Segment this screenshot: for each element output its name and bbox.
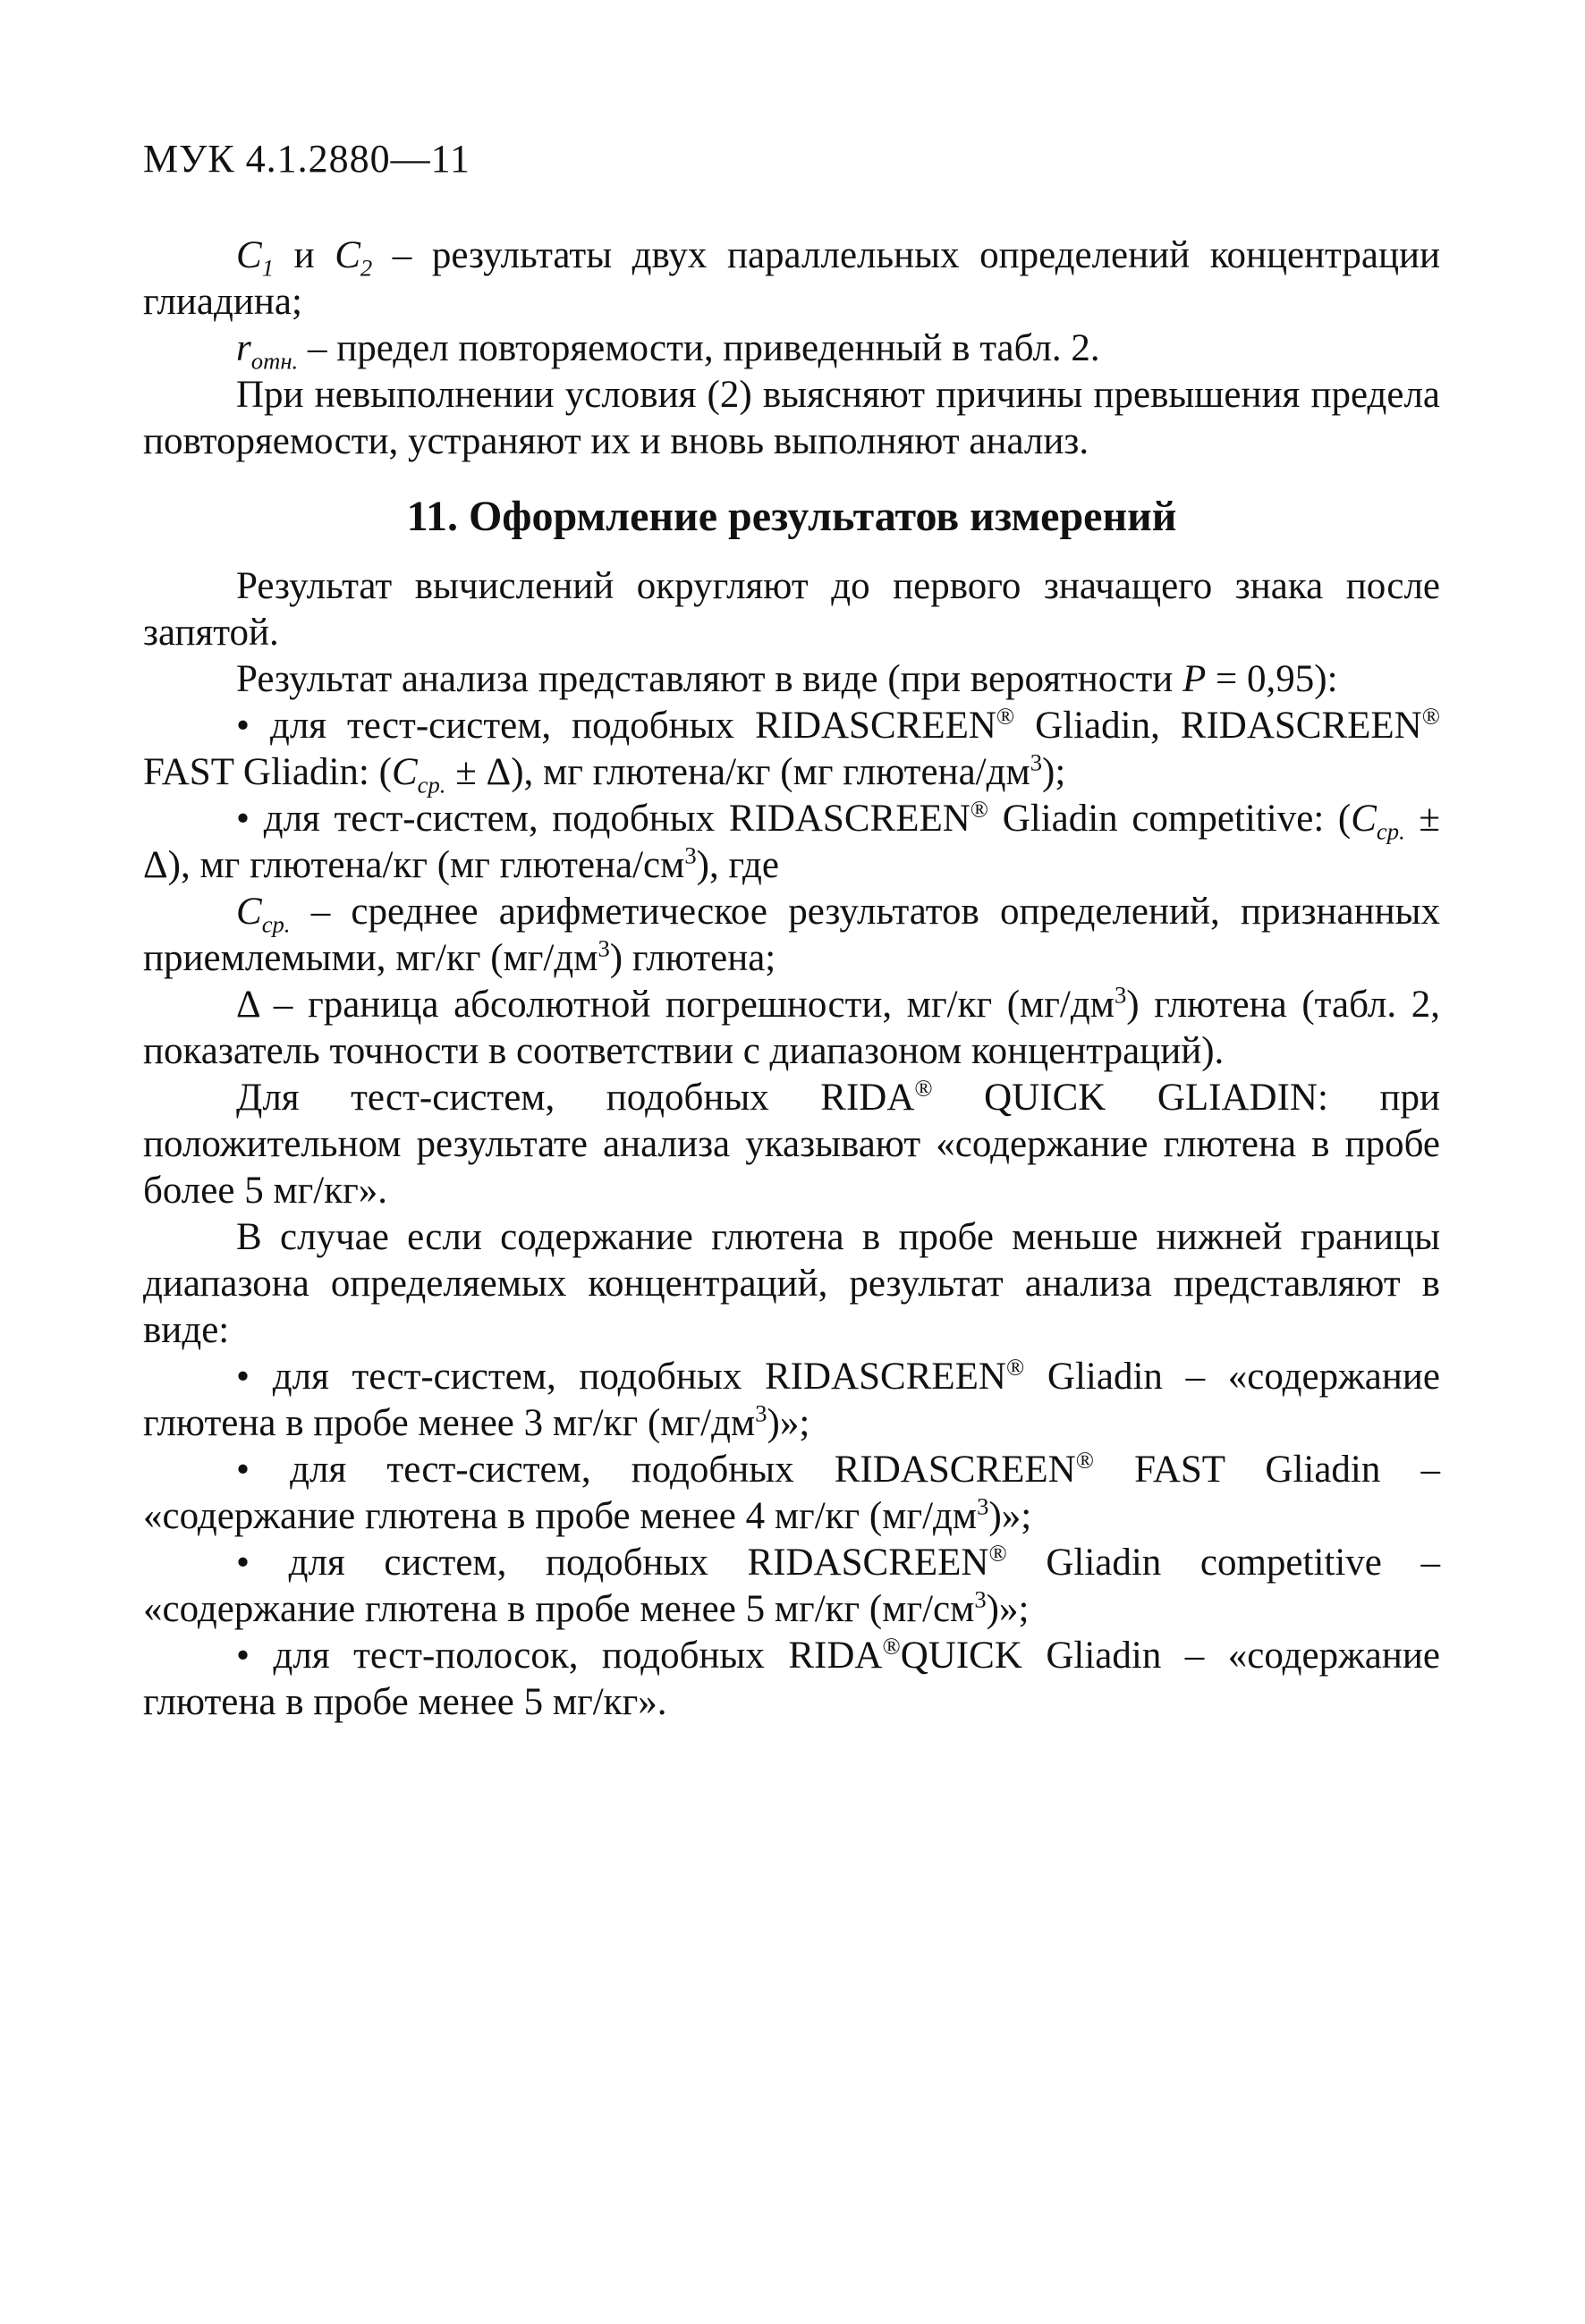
superscript: 3 bbox=[1114, 981, 1127, 1009]
text-run: • для тест-полосок, подобных RIDA bbox=[236, 1635, 883, 1677]
text-run: ± Δ), мг глютена/кг (мг глютена/дм bbox=[445, 751, 1030, 793]
registered-mark: ® bbox=[970, 795, 989, 823]
symbol-c: C bbox=[335, 234, 360, 276]
text-run: ) глютена; bbox=[609, 937, 776, 979]
subscript: отн. bbox=[250, 347, 299, 375]
text-run: ± Δ), мг глютена/кг (мг глютена/см bbox=[143, 798, 1440, 886]
superscript: 3 bbox=[1030, 748, 1043, 776]
symbol-c: C bbox=[236, 891, 262, 933]
bullet-item bbox=[143, 1447, 1440, 1540]
paragraph-rounding: Результат вычислений округляют до первого значащего знака после запятой. bbox=[143, 565, 1440, 654]
superscript: 3 bbox=[755, 1399, 767, 1427]
text-run: – предел повторяемости, приведенный в табл. 2. bbox=[298, 327, 1100, 369]
paragraph-quick-gliadin bbox=[143, 1075, 1440, 1214]
symbol-p: P bbox=[1182, 658, 1207, 700]
subscript: 2 bbox=[360, 254, 373, 282]
document-body bbox=[143, 232, 1440, 1726]
registered-mark: ® bbox=[882, 1632, 901, 1660]
text-run: Gliadin competitive: ( bbox=[988, 798, 1352, 840]
bullet-item bbox=[143, 1633, 1440, 1726]
symbol-c: C bbox=[391, 751, 418, 793]
text-run: Gliadin, RIDASCREEN bbox=[1014, 705, 1422, 747]
superscript: 3 bbox=[598, 934, 610, 962]
text-run: ), где bbox=[696, 844, 779, 886]
text-run: • для систем, подобных RIDASCREEN bbox=[236, 1542, 989, 1584]
definition-delta bbox=[143, 982, 1440, 1075]
text-run: )»; bbox=[767, 1402, 810, 1444]
text-run: Результат анализа представляют в виде (при вероятности bbox=[236, 658, 1183, 700]
registered-mark: ® bbox=[1005, 1353, 1025, 1381]
bullet-item bbox=[143, 702, 1440, 799]
subscript: ср. bbox=[261, 910, 291, 938]
subscript: ср. bbox=[417, 771, 446, 799]
text-run: Gliadin – «содержание глютена в пробе менее 3 мг/кг (мг/дм bbox=[143, 1356, 1440, 1444]
paragraph-lower-limit: В случае если содержание глютена в пробе меньше нижней границы диапазона определяемых концентраций, результат анализа представляют в виде: bbox=[143, 1216, 1440, 1351]
text-run: • для тест-систем, подобных RIDASCREEN bbox=[236, 705, 996, 747]
paragraph-probability bbox=[143, 656, 1440, 703]
bullet-item bbox=[143, 796, 1440, 889]
paragraph-r-limit bbox=[143, 325, 1440, 375]
paragraph-condition: При невыполнении условия (2) выясняют причины превышения предела повторяемости, устраняют их и вновь выполняют анализ. bbox=[143, 374, 1440, 462]
page-header: МУК 4.1.2880—11 bbox=[143, 137, 470, 181]
section-title: 11. Оформление результатов измерений bbox=[406, 493, 1177, 540]
text-run: Для тест-систем, подобных RIDA bbox=[236, 1077, 915, 1119]
symbol-c: C bbox=[236, 234, 262, 276]
text-run: • для тест-систем, подобных RIDASCREEN bbox=[236, 798, 970, 840]
superscript: 3 bbox=[684, 841, 697, 869]
registered-mark: ® bbox=[1075, 1446, 1094, 1474]
text-run: )»; bbox=[986, 1588, 1030, 1630]
text-run: – среднее арифметическое результатов определений, признанных приемлемыми, мг/кг (мг/дм bbox=[143, 891, 1440, 979]
text-run: = 0,95): bbox=[1206, 658, 1338, 700]
text-run: – результаты двух параллельных определений концентрации глиадина; bbox=[143, 234, 1440, 323]
bullet-item bbox=[143, 1540, 1440, 1633]
superscript: 3 bbox=[974, 1585, 987, 1613]
text-run: QUICK GLIADIN: при положительном результате анализа указывают «содержание глютена в пробе более 5 мг/кг». bbox=[143, 1077, 1440, 1212]
text-run: )»; bbox=[988, 1495, 1032, 1537]
text-run: и bbox=[274, 234, 335, 276]
subscript: 1 bbox=[261, 254, 275, 282]
registered-mark: ® bbox=[1421, 702, 1440, 730]
text-run: Δ – граница абсолютной погрешности, мг/кг (мг/дм bbox=[236, 984, 1115, 1026]
registered-mark: ® bbox=[914, 1074, 933, 1102]
text-run: ); bbox=[1042, 751, 1066, 793]
text-run: • для тест-систем, подобных RIDASCREEN bbox=[236, 1356, 1006, 1398]
bullet-item bbox=[143, 1354, 1440, 1447]
text-run: FAST Gliadin: ( bbox=[143, 751, 392, 793]
symbol-r: r bbox=[236, 327, 251, 369]
text-run: ) глютена (табл. 2, показатель точности в соответствии с диапазоном концентраций). bbox=[143, 984, 1440, 1072]
registered-mark: ® bbox=[996, 702, 1015, 730]
superscript: 3 bbox=[977, 1492, 989, 1520]
subscript: ср. bbox=[1376, 817, 1405, 845]
text-run: • для тест-систем, подобных RIDASCREEN bbox=[236, 1449, 1076, 1491]
symbol-c: C bbox=[1351, 798, 1377, 840]
registered-mark: ® bbox=[988, 1539, 1007, 1567]
definition-mean bbox=[143, 889, 1440, 982]
paragraph-c1-c2 bbox=[143, 232, 1440, 325]
text-run: FAST Gliadin – «содержание глютена в пробе менее 4 мг/кг (мг/дм bbox=[143, 1449, 1440, 1537]
text-run: Gliadin competitive – «содержание глютена в пробе менее 5 мг/кг (мг/см bbox=[143, 1542, 1440, 1630]
text-run: QUICK Gliadin – «содержание глютена в пробе менее 5 мг/кг». bbox=[143, 1635, 1440, 1723]
